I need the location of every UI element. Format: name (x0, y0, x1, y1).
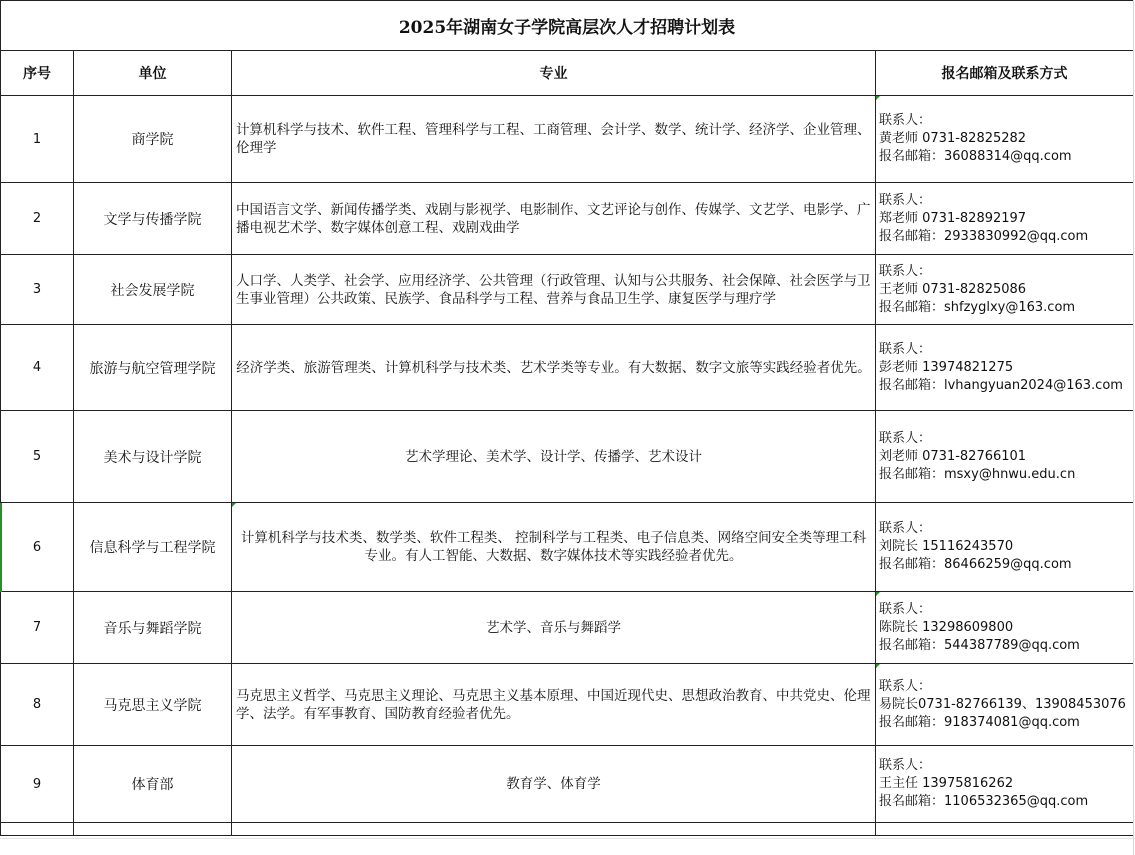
row-no[interactable]: 9 (1, 746, 74, 823)
row-major[interactable]: 马克思主义哲学、马克思主义理论、马克思主义基本原理、中国近现代史、思想政治教育、中共党史、伦理学、法学。有军事教育、国防教育经验者优先。 (232, 664, 876, 746)
contact-person: 黄老师 0731-82825282 (879, 131, 1027, 146)
row-no[interactable]: 1 (1, 96, 74, 183)
empty-cell[interactable] (232, 823, 876, 836)
contact-person: 刘老师 0731-82766101 (879, 448, 1027, 464)
row-no[interactable]: 7 (1, 592, 74, 664)
row-no[interactable]: 2 (1, 183, 74, 255)
contact-person: 刘院长 15116243570 (879, 539, 1014, 554)
row-contact[interactable] (876, 96, 1134, 183)
empty-cell[interactable] (1, 823, 74, 836)
row-contact[interactable] (876, 183, 1134, 255)
sheet-gridline (0, 838, 1135, 839)
contact-email: 报名邮箱：544387789@qq.com (879, 637, 1080, 653)
row-major[interactable]: 教育学、体育学 (232, 746, 876, 823)
contact-person: 易院长0731-82766139、13908453076 (879, 696, 1126, 712)
selection-edge-marker (0, 503, 2, 592)
contact-person: 王主任 13975816262 (879, 776, 1014, 791)
header-no[interactable]: 序号 (1, 51, 74, 96)
table-row (1, 746, 1134, 823)
contact-email: 报名邮箱：36088314@qq.com (879, 149, 1072, 164)
row-unit[interactable]: 马克思主义学院 (74, 664, 232, 746)
contact-label: 联系人： (879, 430, 932, 446)
contact-email: 报名邮箱：msxy@hnwu.edu.cn (879, 466, 1076, 482)
page-title[interactable]: 2025年湖南女子学院高层次人才招聘计划表 (1, 1, 1134, 51)
cell-comment-marker (876, 664, 880, 668)
empty-cell[interactable] (74, 823, 232, 836)
contact-label: 联系人： (879, 758, 932, 773)
contact-person: 彭老师 13974821275 (879, 359, 1014, 375)
header-unit[interactable]: 单位 (74, 51, 232, 96)
table-row (1, 255, 1134, 325)
row-no[interactable]: 8 (1, 664, 74, 746)
contact-label: 联系人： (879, 263, 932, 279)
contact-label: 联系人： (879, 521, 932, 536)
row-unit[interactable]: 旅游与航空管理学院 (74, 325, 232, 411)
cell-comment-marker (232, 503, 236, 507)
contact-label: 联系人： (879, 192, 932, 208)
row-major[interactable]: 艺术学、音乐与舞蹈学 (232, 592, 876, 664)
row-major[interactable]: 中国语言文学、新闻传播学类、戏剧与影视学、电影制作、文艺评论与创作、传媒学、文艺学、电影学、广播电视艺术学、数字媒体创意工程、戏剧戏曲学 (232, 183, 876, 255)
table-row (1, 183, 1134, 255)
row-major[interactable]: 计算机科学与技术、软件工程、管理科学与工程、工商管理、会计学、数学、统计学、经济学、企业管理、伦理学 (232, 96, 876, 183)
contact-email: 报名邮箱：1106532365@qq.com (879, 794, 1089, 809)
table-row (1, 592, 1134, 664)
empty-cell[interactable] (876, 823, 1134, 836)
row-unit[interactable]: 文学与传播学院 (74, 183, 232, 255)
header-contact[interactable]: 报名邮箱及联系方式 (876, 51, 1134, 96)
cell-comment-marker (876, 96, 880, 100)
title-row (1, 1, 1134, 51)
contact-person: 王老师 0731-82825086 (879, 281, 1027, 297)
row-major[interactable]: 艺术学理论、美术学、设计学、传播学、艺术设计 (232, 411, 876, 503)
contact-label: 联系人： (879, 341, 932, 357)
row-contact[interactable] (876, 664, 1134, 746)
row-major[interactable]: 人口学、人类学、社会学、应用经济学、公共管理（行政管理、认知与公共服务、社会保障、社会医学与卫生事业管理）公共政策、民族学、食品科学与工程、营养与食品卫生学、康复医学与理疗学 (232, 255, 876, 325)
cell-comment-marker (876, 592, 880, 596)
row-unit[interactable]: 音乐与舞蹈学院 (74, 592, 232, 664)
row-contact[interactable] (876, 592, 1134, 664)
empty-row (1, 823, 1134, 836)
header-major[interactable]: 专业 (232, 51, 876, 96)
row-unit[interactable]: 商学院 (74, 96, 232, 183)
contact-person: 郑老师 0731-82892197 (879, 210, 1027, 226)
table-row (1, 325, 1134, 411)
row-unit[interactable]: 美术与设计学院 (74, 411, 232, 503)
contact-label: 联系人： (879, 113, 932, 128)
contact-label: 联系人： (879, 678, 932, 694)
contact-email: 报名邮箱：918374081@qq.com (879, 714, 1080, 730)
contact-email: 报名邮箱：shfzyglxy@163.com (879, 299, 1076, 315)
row-major[interactable]: 经济学类、旅游管理类、计算机科学与技术类、艺术学类等专业。有大数据、数字文旅等实践经验者优先。 (232, 325, 876, 411)
row-contact[interactable] (876, 411, 1134, 503)
sheet-gridline (1133, 0, 1134, 855)
contact-label: 联系人： (879, 601, 932, 617)
row-major[interactable] (232, 503, 876, 592)
row-no[interactable]: 5 (1, 411, 74, 503)
table-row (1, 503, 1134, 592)
row-no[interactable]: 6 (1, 503, 74, 592)
row-unit[interactable]: 信息科学与工程学院 (74, 503, 232, 592)
table-row (1, 411, 1134, 503)
row-contact[interactable] (876, 503, 1134, 592)
row-contact[interactable] (876, 325, 1134, 411)
contact-email: 报名邮箱：lvhangyuan2024@163.com (879, 377, 1123, 393)
row-no[interactable]: 3 (1, 255, 74, 325)
table-row (1, 96, 1134, 183)
row-major-text: 计算机科学与技术类、数学类、软件工程类、 控制科学与工程类、电子信息类、网络空间安全类等理工科专业。有人工智能、大数据、数字媒体技术等实践经验者优先。 (240, 530, 867, 564)
contact-email: 报名邮箱：2933830992@qq.com (879, 228, 1089, 244)
row-no[interactable]: 4 (1, 325, 74, 411)
table-row (1, 664, 1134, 746)
row-contact[interactable] (876, 746, 1134, 823)
row-unit[interactable]: 社会发展学院 (74, 255, 232, 325)
header-row (1, 51, 1134, 96)
contact-email: 报名邮箱：86466259@qq.com (879, 557, 1072, 572)
row-contact[interactable] (876, 255, 1134, 325)
row-unit[interactable]: 体育部 (74, 746, 232, 823)
contact-person: 陈院长 13298609800 (879, 619, 1014, 635)
